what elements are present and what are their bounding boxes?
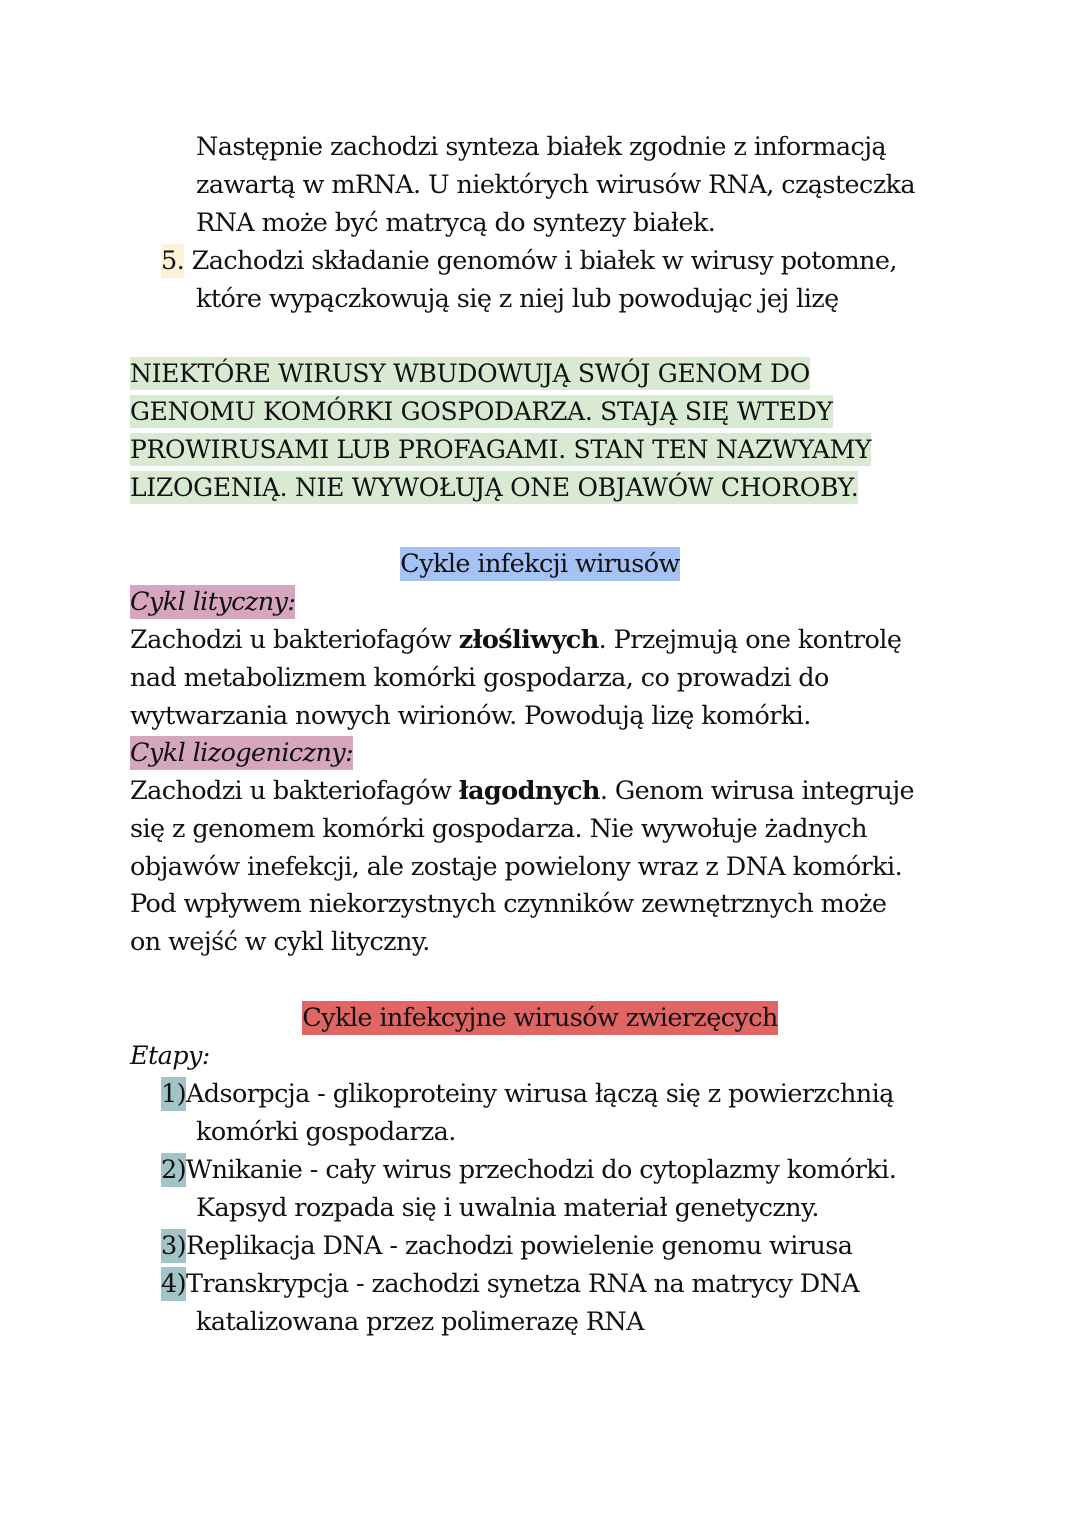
lysogeny-note-line-1: NIEKTÓRE WIRUSY WBUDOWUJĄ SWÓJ GENOM DO bbox=[130, 359, 810, 388]
step5-line-2: które wypączkowują się z niej lub powodując jej lizę bbox=[196, 284, 839, 314]
lysogeny-note-line-4: LIZOGENIĄ. NIE WYWOŁUJĄ ONE OBJAWÓW CHOROBY. bbox=[130, 473, 859, 502]
lysogenic-keyword: łagodnych bbox=[458, 776, 600, 806]
step4-line-3: RNA może być matrycą do syntezy białek. bbox=[196, 208, 716, 238]
stage-4-line-2: katalizowana przez polimerazę RNA bbox=[196, 1307, 644, 1337]
lysogeny-note-line-2: GENOMU KOMÓRKI GOSPODARZA. STAJĄ SIĘ WTEDY bbox=[130, 397, 833, 426]
step5-item bbox=[161, 242, 897, 280]
lysogenic-cycle-title: Cykl lizogeniczny: bbox=[130, 738, 354, 768]
lysogenic-line-2: się z genomem komórki gospodarza. Nie wywołuje żadnych bbox=[130, 814, 867, 844]
stage-1-line-1: Adsorpcja - glikoproteiny wirusa łączą się z powierzchnią bbox=[185, 1079, 894, 1109]
stage-item-3 bbox=[161, 1227, 852, 1265]
stage-2-line-2: Kapsyd rozpada się i uwalnia materiał genetyczny. bbox=[196, 1193, 819, 1223]
lytic-line-1-post: . Przejmują one kontrolę bbox=[598, 625, 902, 655]
stage-number-2: 2) bbox=[161, 1155, 186, 1185]
lytic-line-3: wytwarzania nowych wirionów. Powodują lizę komórki. bbox=[130, 701, 811, 731]
step5-number: 5. bbox=[161, 246, 185, 276]
stage-number-4: 4) bbox=[161, 1269, 186, 1299]
lysogenic-line-1-pre: Zachodzi u bakteriofagów bbox=[130, 776, 459, 806]
step4-line-1: Następnie zachodzi synteza białek zgodnie z informacją bbox=[196, 132, 887, 162]
stage-1-line-2: komórki gospodarza. bbox=[196, 1117, 456, 1147]
section-heading-infection-cycles: Cykle infekcji wirusów bbox=[400, 549, 680, 579]
lytic-line-1-pre: Zachodzi u bakteriofagów bbox=[130, 625, 459, 655]
stages-label: Etapy: bbox=[130, 1041, 210, 1071]
stage-2-line-1: Wnikanie - cały wirus przechodzi do cytoplazmy komórki. bbox=[185, 1155, 897, 1185]
lysogenic-line-3: objawów inefekcji, ale zostaje powielony wraz z DNA komórki. bbox=[130, 852, 903, 882]
lysogenic-line-5: on wejść w cykl lityczny. bbox=[130, 927, 430, 957]
lysogenic-line-1 bbox=[130, 772, 914, 810]
lytic-line-2: nad metabolizmem komórki gospodarza, co prowadzi do bbox=[130, 663, 829, 693]
stage-number-3: 3) bbox=[161, 1231, 186, 1261]
stage-item-2 bbox=[161, 1151, 896, 1189]
stage-4-line-1: Transkrypcja - zachodzi synetza RNA na matrycy DNA bbox=[185, 1269, 860, 1299]
stage-number-1: 1) bbox=[161, 1079, 186, 1109]
lytic-cycle-title: Cykl lityczny: bbox=[130, 587, 296, 617]
lytic-keyword: złośliwych bbox=[458, 625, 599, 655]
step4-line-2: zawartą w mRNA. U niektórych wirusów RNA, cząsteczka bbox=[196, 170, 916, 200]
section-heading-animal-virus-cycles: Cykle infekcyjne wirusów zwierzęcych bbox=[302, 1003, 778, 1033]
stage-3-line-1: Replikacja DNA - zachodzi powielenie genomu wirusa bbox=[185, 1231, 853, 1261]
stage-item-4 bbox=[161, 1265, 859, 1303]
lysogenic-line-4: Pod wpływem niekorzystnych czynników zewnętrznych może bbox=[130, 889, 887, 919]
step5-line-1: Zachodzi składanie genomów i białek w wirusy potomne, bbox=[191, 246, 897, 276]
lysogeny-note-line-3: PROWIRUSAMI LUB PROFAGAMI. STAN TEN NAZWYAMY bbox=[130, 435, 872, 464]
stage-item-1 bbox=[161, 1075, 894, 1113]
lytic-line-1 bbox=[130, 621, 901, 659]
lysogenic-line-1-post: . Genom wirusa integruje bbox=[599, 776, 915, 806]
